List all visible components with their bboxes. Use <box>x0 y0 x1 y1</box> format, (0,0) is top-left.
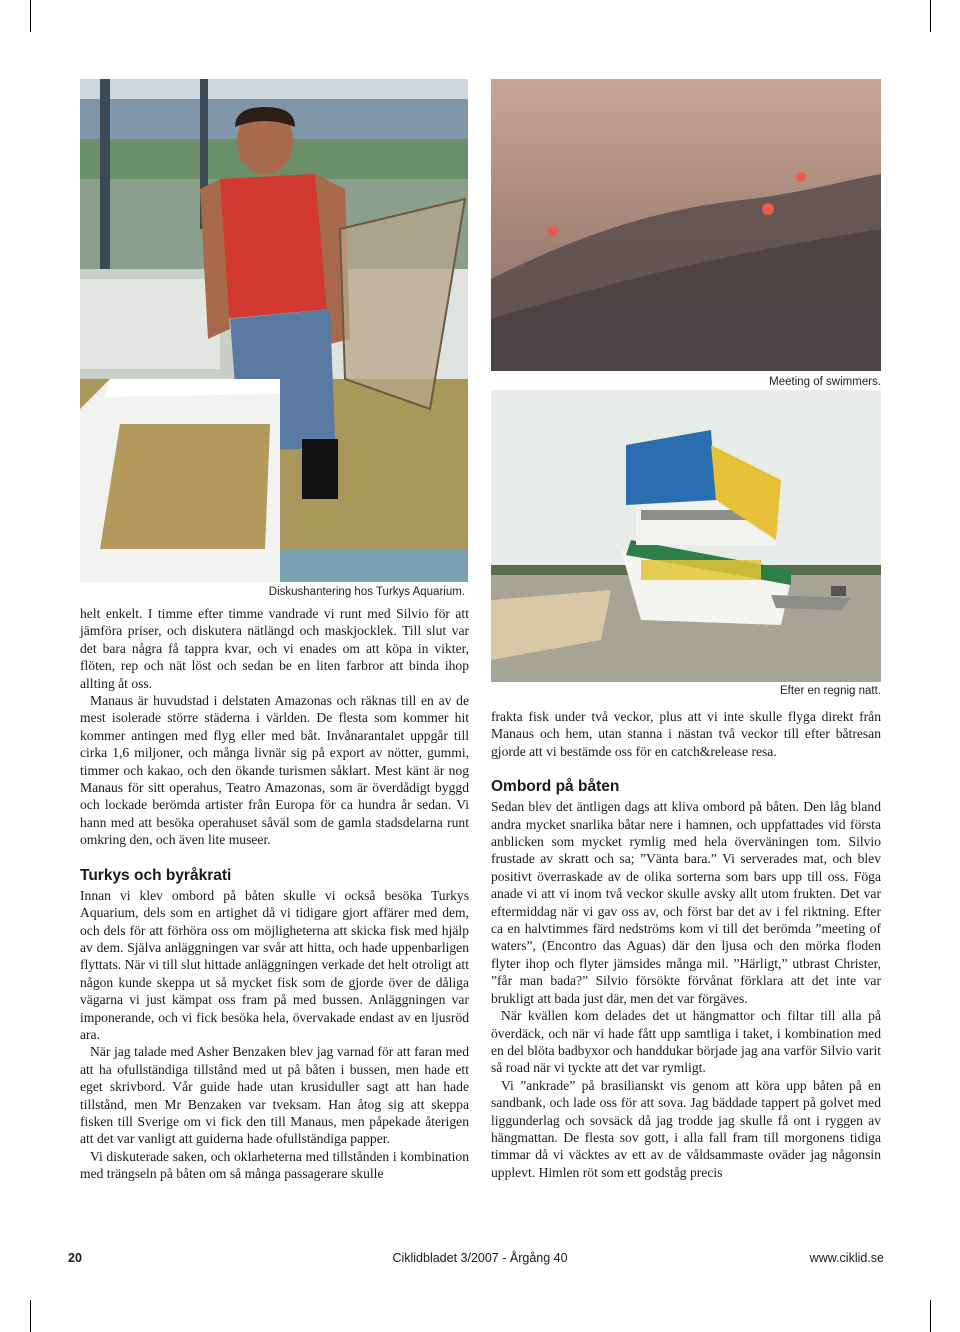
left-paragraph-4: När jag talade med Asher Benzaken blev jag varnad för att faran med att ha ofullständiga tillstånd med ut på båten i bussen, men hade ett eget skrivbord. Vår guide hade utan krusiduller sagt att han hade tillstånd, men Mr Benzaken var tveksam. Han åtog sig att skeppa fisken till Sverige om vi fick den till Manaus, men påpekade återigen att det var vanligt att guiderna hade ofullständiga papper. <box>80 1044 469 1147</box>
crop-mark <box>930 0 931 32</box>
boat-photo <box>491 390 881 682</box>
boat-caption: Efter en regnig natt. <box>779 685 881 697</box>
right-paragraph-1: frakta fisk under två veckor, plus att vi inte skulle flyga direkt från Manaus och hem, utan stanna i nästan två veckor till efter båtresan gjorde att vi bestämde oss för en catch&release resa. <box>491 709 881 759</box>
left-column <box>80 605 469 1183</box>
page-number: 20 <box>68 1251 82 1265</box>
crop-mark <box>930 1300 931 1332</box>
left-paragraph-1: helt enkelt. I timme efter timme vandrade vi runt med Silvio för att jämföra priser, och diskutera nätlängd och maskjocklek. Till slut var det bara några få tappra kvar, och vi enades om att köpa in vikter, flöten, rep och nät löst och sedan be en liten farbror att binda ihop allting åt oss. <box>80 606 469 691</box>
right-paragraph-4: Vi ”ankrade” på brasilianskt vis genom att köra upp båten på en sandbank, och lade oss för att sova. Jag bäddade tappert på golvet med liggunderlag och sovsäck då jag trodde jag skulle få ont i ryggen av hängmattan. De flesta sov gott, i alla fall fram till morgonens tidiga timmar då vi väcktes av ett av de våldsammaste oväder jag någonsin upplevt. Himlen röt som ett godståg precis <box>491 1077 881 1180</box>
crop-mark <box>30 1300 31 1332</box>
right-column <box>491 708 881 1181</box>
fish-handling-photo <box>80 79 468 582</box>
website-link[interactable]: www.ciklid.se <box>809 1251 884 1265</box>
left-paragraph-5: Vi diskuterade saken, och oklarheterna med tillstånden i kombination med trängseln på båten om så många passagerare skulle <box>80 1148 469 1182</box>
crop-mark <box>30 0 31 32</box>
publication-info: Ciklidbladet 3/2007 - Årgång 40 <box>392 1251 568 1265</box>
left-paragraph-2: Manaus är huvudstad i delstaten Amazonas och räknas till en av de mest isolerade större städerna i världen. De flesta som kommer hit kommer antingen med flyg eller med båt. Invånarantalet uppgår till cirka 1,6 miljoner, och många livnär sig på export av nötter, gummi, timmer och kakao, och den ökande turismen såklart. Mest känt är nog Manaus för sitt operahus, Teatro Amazonas, som är överdådigt byggd och lockade berömda artister från Europa för ca hundra år sedan. Vi hann med att besöka operahuset såväl som de gamla stadsdelarna runt omkring den, och även lite museer. <box>80 693 469 848</box>
swimmers-photo <box>491 79 881 371</box>
right-paragraph-3: När kvällen kom delades det ut hängmattor och filtar till alla på överdäck, och när vi hade fått upp samtliga i taket, i kombination med en del blöta badbyxor och handdukar började jag ana varför Silvio varit så road när vi tyckte att det var rymligt. <box>491 1008 881 1076</box>
fish-handling-caption: Diskushantering hos Turkys Aquarium. <box>268 586 465 598</box>
swimmers-caption: Meeting of swimmers. <box>769 376 881 388</box>
left-paragraph-3: Innan vi klev ombord på båten skulle vi också besöka Turkys Aquarium, dels som en artighet då vi tidigare gjort affärer med dem, och dels för att förhöra oss om möjligheterna att skicka fisk med hjälp av dem. Själva anläggningen var svår att hitta, och hade uppenbarligen flyttats. När vi till slut hittade anläggningen verkade det helt otroligt att någon kunde skeppa ut så mycket fisk som de gjorde över de dåliga vägarna vi just kämpat oss fram på med bussen. Anläggningen var imponerande, och vi fick besöka hela, övervakade endast av en ljusröd ara. <box>80 887 469 1042</box>
right-paragraph-2: Sedan blev det äntligen dags att kliva ombord på båten. Den låg bland andra mycket snarlika båtar nere i hamnen, och uppfattades vid första anblicken som mycket rymlig med hela överväningen tom. Silvio frustade av skratt och sa; ”Vänta bara.” Vi serverades mat, och blev positivt överraskade av de olika sorterna som bars upp till oss. Föga anade vi att vi inom två veckor skulle avsky allt utom frukten. Det var eftermiddag när vi gav oss av, och först bar det av i fel riktning. Efter ca en halvtimmes färd nedströms kom vi till det berömda ”meeting of waters”, (Encontro das Aguas) där den ljusa och den mörka floden flyter ihop och flyter jämsides många mil. ”Härligt,” utbrast Christer, ”får man bada?” Silvio försökte förvånat förklara att det inte var brukligt att bada just där, men det var förgäves. <box>491 799 881 1006</box>
section-heading-turkys: Turkys och byråkrati <box>80 866 232 884</box>
section-heading-ombord: Ombord på båten <box>491 778 620 796</box>
